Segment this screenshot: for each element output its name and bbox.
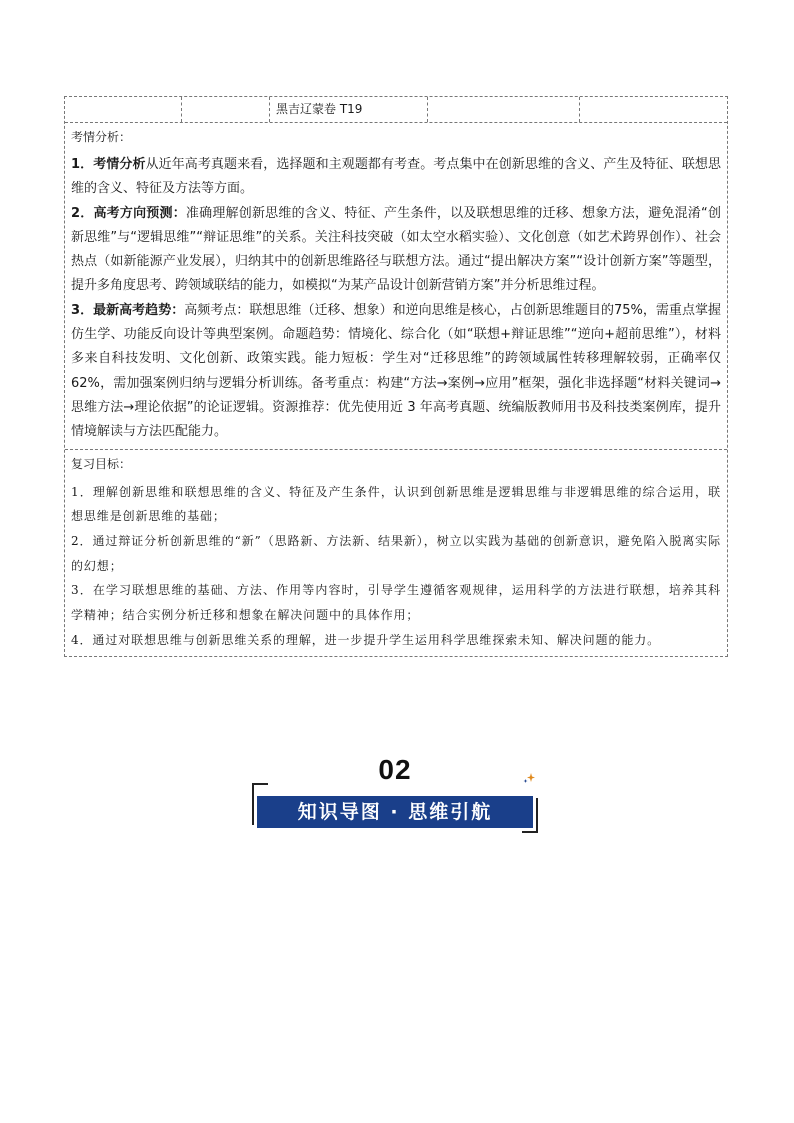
analysis-item-label: 1．考情分析 — [71, 157, 146, 172]
analysis-heading: 考情分析： — [71, 130, 132, 144]
top-cell-4 — [428, 97, 580, 122]
goals-heading: 复习目标： — [71, 456, 132, 471]
analysis-item-text: 高频考点：联想思维（迁移、想象）和逆向思维是核心，占创新思维题目的75%，需重点掌握仿生学、功能反向设计等典型案例。命题趋势：情境化、综合化（如“联想+辩证思维”“逆向+超前思维”），材料多来自科技发明、文化创新、政策实践。能力短板：学生对“迁移思维”的跨领域属性转移理解较弱，正确率仅 62%，需加强案例归纳与逻辑分析训练。备考重点：构建“方法→案例→应用”框架，强化非选择题“材料关键词→思维方法→理论依据”的论证逻辑。资源推荐：优先使用近 3 年高考真题、统编版教师用书及科技类案例库，提升情境解读与方法匹配能力。 — [71, 302, 721, 440]
sparkle-icon — [522, 772, 536, 786]
section-title-bar — [257, 796, 533, 828]
section-title: 知识导图 · 思维引航 — [297, 801, 493, 823]
analysis-item-text: 准确理解创新思维的含义、特征、产生条件，以及联想思维的迁移、想象方法，避免混淆“创新思维”与“逻辑思维”“辩证思维”的关系。关注科技突破（如太空水稻实验）、文化创意（如艺术跨界创作）、社会热点（如新能源产业发展），归纳其中的创新思维路径与联想方法。通过“提出解决方案”“设计创新方案”等题型，提升多角度思考、跨领域联结的能力，如模拟“为某产品设计创新营销方案”并分析思维过程。 — [71, 205, 721, 294]
section-number: 02 — [378, 754, 412, 785]
outline-table — [64, 96, 728, 657]
analysis-item — [71, 153, 721, 202]
analysis-item-label: 2．高考方向预测： — [71, 205, 186, 221]
analysis-item — [71, 299, 721, 445]
analysis-section — [65, 123, 727, 450]
section-banner — [250, 750, 540, 835]
top-cell-1 — [65, 97, 182, 122]
top-cell-exam-source: 黑吉辽蒙卷 T19 — [270, 97, 428, 122]
goal-item: 4．通过对联想思维与创新思维关系的理解，进一步提升学生运用科学思维探索未知、解决问题的能力。 — [71, 632, 661, 647]
bracket-bottom-right-decoration — [522, 798, 538, 833]
top-cell-2 — [182, 97, 270, 122]
goal-item: 1．理解创新思维和联想思维的含义、特征及产生条件，认识到创新思维是逻辑思维与非逻辑思维的综合运用，联想思维是创新思维的基础； — [71, 484, 721, 524]
goals-section — [65, 450, 727, 657]
analysis-item-text: 从近年高考真题来看，选择题和主观题都有考查。考点集中在创新思维的含义、产生及特征、联想思维的含义、特征及方法等方面。 — [71, 157, 721, 197]
analysis-item-label: 3．最新高考趋势： — [71, 302, 185, 318]
table-top-row — [65, 97, 727, 123]
goal-item: 2．通过辩证分析创新思维的“新”（思路新、方法新、结果新），树立以实践为基础的创新意识，避免陷入脱离实际的幻想； — [71, 533, 721, 573]
top-cell-5 — [580, 97, 727, 122]
analysis-item — [71, 202, 721, 299]
goal-item: 3．在学习联想思维的基础、方法、作用等内容时，引导学生遵循客观规律，运用科学的方法进行联想，培养其科学精神；结合实例分析迁移和想象在解决问题中的具体作用； — [71, 583, 721, 623]
